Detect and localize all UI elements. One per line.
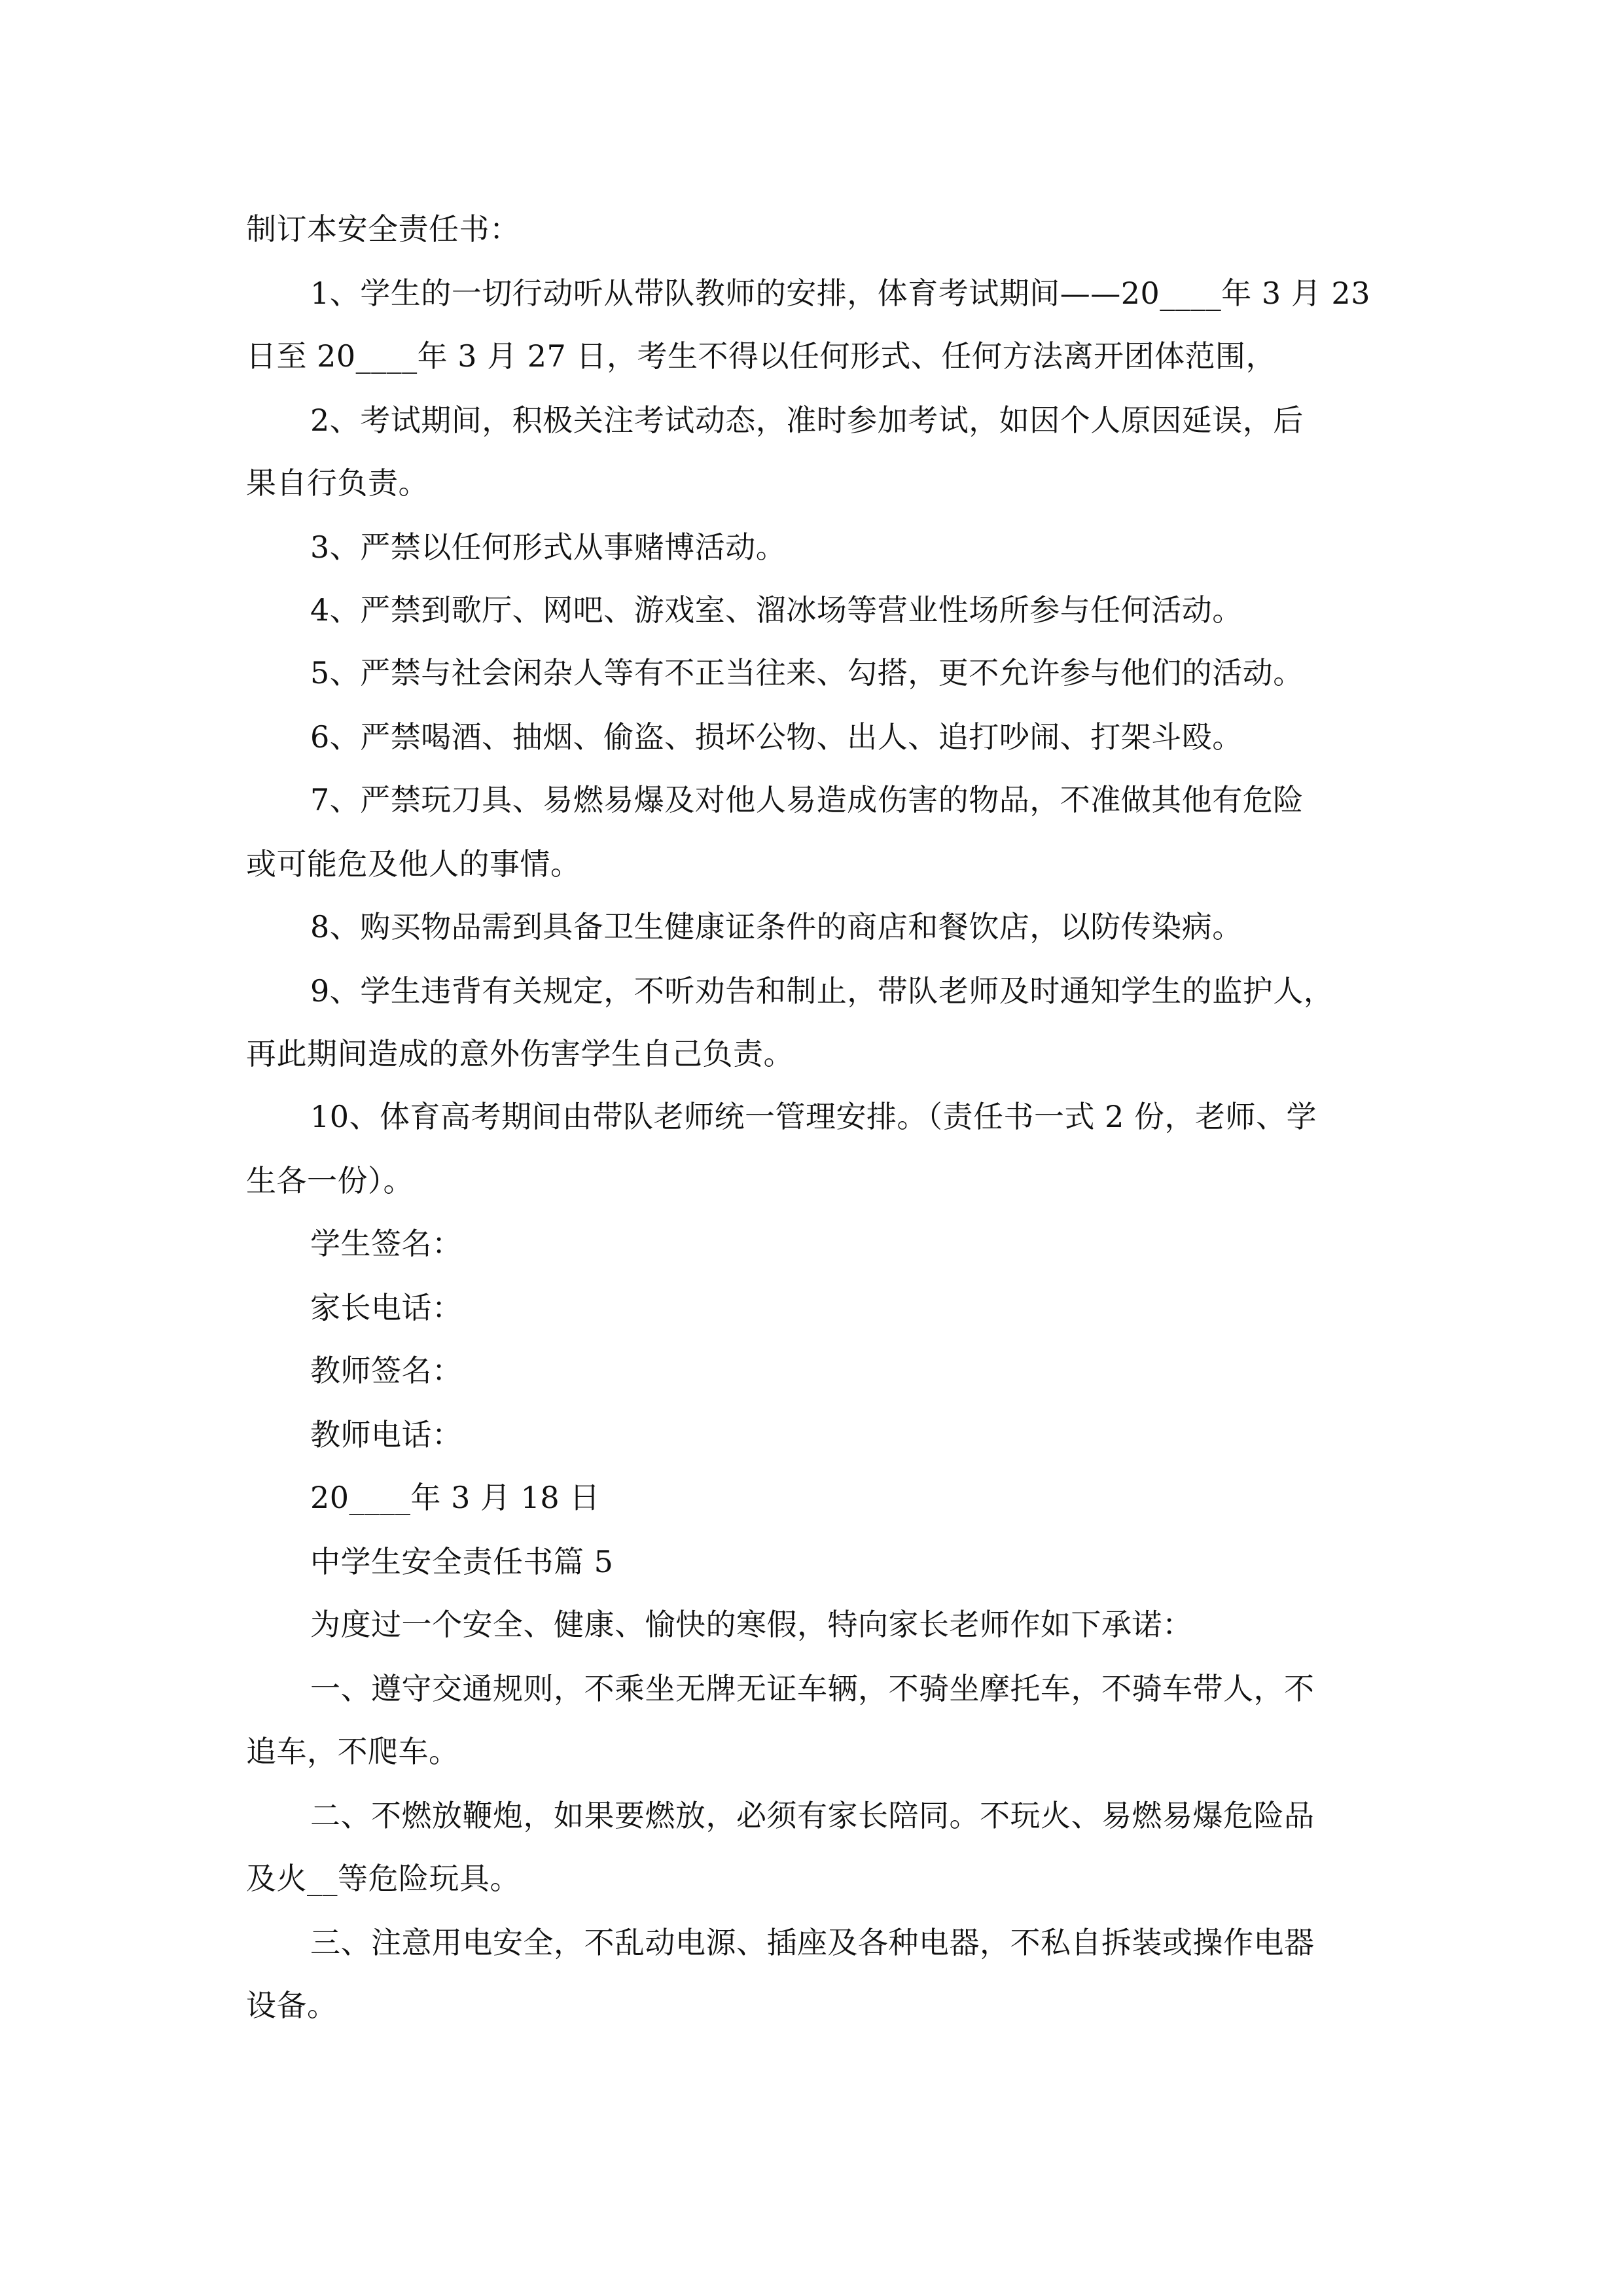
intro-line: 制订本安全责任书：	[246, 211, 520, 247]
teacher-signature-label: 教师签名：	[310, 1353, 463, 1388]
pledge-2-line-2: 及火__等危险玩具。	[246, 1861, 520, 1896]
item-1-line-1: 1、学生的一切行动听从带队教师的安排，体育考试期间——20____年 3 月 23	[310, 276, 1370, 311]
item-2-line-1: 2、考试期间，积极关注考试动态，准时参加考试，如因个人原因延误，后	[310, 403, 1304, 438]
item-7-line-1: 7、严禁玩刀具、易燃易爆及对他人易造成伤害的物品，不准做其他有危险	[310, 782, 1304, 817]
pledge-1-line-2: 追车，不爬车。	[246, 1734, 459, 1769]
document-date: 20____年 3 月 18 日	[310, 1480, 600, 1515]
item-4-line: 4、严禁到歌厅、网吧、游戏室、溜冰场等营业性场所参与任何活动。	[310, 592, 1243, 628]
section-heading: 中学生安全责任书篇 5	[310, 1544, 614, 1579]
teacher-phone-label: 教师电话：	[310, 1417, 463, 1452]
pledge-3-line-1: 三、注意用电安全，不乱动电源、插座及各种电器，不私自拆装或操作电器	[310, 1925, 1315, 1960]
item-9-line-2: 再此期间造成的意外伤害学生自己负责。	[246, 1036, 794, 1071]
pledge-intro: 为度过一个安全、健康、愉快的寒假，特向家长老师作如下承诺：	[310, 1607, 1193, 1642]
pledge-3-line-2: 设备。	[246, 1988, 338, 2023]
item-3-line: 3、严禁以任何形式从事赌博活动。	[310, 529, 787, 565]
parent-phone-label: 家长电话：	[310, 1290, 463, 1325]
item-5-line: 5、严禁与社会闲杂人等有不正当往来、勾搭，更不允许参与他们的活动。	[310, 655, 1304, 691]
student-signature-label: 学生签名：	[310, 1226, 463, 1261]
item-6-line: 6、严禁喝酒、抽烟、偷盗、损坏公物、出人、追打吵闹、打架斗殴。	[310, 719, 1243, 755]
pledge-2-line-1: 二、不燃放鞭炮，如果要燃放，必须有家长陪同。不玩火、易燃易爆危险品	[310, 1798, 1315, 1833]
item-1-line-2: 日至 20____年 3 月 27 日，考生不得以任何形式、任何方法离开团体范围，	[246, 338, 1276, 374]
pledge-1-line-1: 一、遵守交通规则，不乘坐无牌无证车辆，不骑坐摩托车，不骑车带人，不	[310, 1671, 1315, 1706]
item-9-line-1: 9、学生违背有关规定，不听劝告和制止，带队老师及时通知学生的监护人，	[310, 973, 1334, 1009]
item-10-line-2: 生各一份）。	[246, 1163, 414, 1198]
item-2-line-2: 果自行负责。	[246, 465, 429, 501]
item-10-line-1: 10、体育高考期间由带队老师统一管理安排。（责任书一式 2 份，老师、学	[310, 1099, 1317, 1134]
item-7-line-2: 或可能危及他人的事情。	[246, 846, 581, 882]
item-8-line: 8、购买物品需到具备卫生健康证条件的商店和餐饮店，以防传染病。	[310, 909, 1243, 944]
